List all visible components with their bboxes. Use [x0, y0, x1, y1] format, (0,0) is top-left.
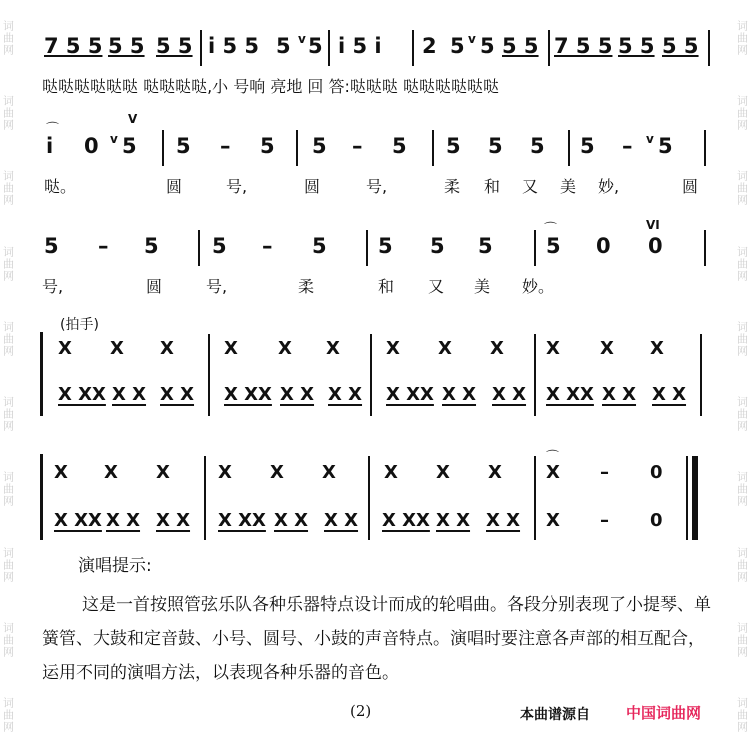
note: – [622, 134, 633, 158]
score-line-3 [40, 230, 712, 266]
beat-group: X XX [58, 384, 106, 405]
tips-text: 这是一首按照管弦乐队各种乐器特点设计而成的轮唱曲。各段分别表现了小提琴、单簧管、大鼓和定音鼓、小号、圆号、小鼓的声音特点。演唱时要注意各声部的相互配合，运用不同的演唱方法，以表现各种乐器的音色。 [42, 595, 711, 683]
barline [432, 130, 434, 166]
note: 0 [84, 134, 99, 158]
beat-x: X [490, 338, 504, 359]
lyric-text: 柔 [298, 277, 315, 296]
barline [208, 334, 210, 416]
tips-title: 演唱提示: [78, 556, 152, 576]
beat-x: X [322, 462, 336, 483]
beat-group: X X [602, 384, 637, 405]
beat-group: X XX [546, 384, 594, 405]
breath-mark: v [298, 32, 306, 46]
beat-group: X X [160, 384, 195, 405]
watermark-text: 词曲网 [1, 320, 15, 357]
beat-x: X [600, 338, 614, 359]
barline [368, 456, 370, 540]
rest-dash: – [600, 510, 609, 531]
beat-group: X XX [218, 510, 266, 531]
beat-group: X X [486, 510, 521, 531]
lyrics-line-3 [42, 274, 710, 298]
beat-group: X X [436, 510, 471, 531]
note: 0 [648, 234, 663, 258]
clap-label: (拍手) [60, 317, 99, 333]
watermark-text: 词曲网 [735, 320, 749, 357]
lyric-text: 和 [484, 177, 501, 196]
beat-group: X XX [386, 384, 434, 405]
rhythm-row-upper [44, 458, 704, 488]
note-group: 7 5 5 [554, 34, 613, 58]
beat-x: X [270, 462, 284, 483]
beat-x: X [218, 462, 232, 483]
watermark-text: 词曲网 [735, 471, 749, 508]
lyric-text: 哒哒哒哒哒哒 哒哒哒哒,小 号响 亮地 回 答:哒哒哒 哒哒哒哒哒哒 [42, 77, 499, 96]
note: 5 [44, 234, 59, 258]
beat-group: X X [112, 384, 147, 405]
rhythm-row-upper [44, 334, 704, 364]
beat-group: X X [324, 510, 359, 531]
note-group: 5 5 [108, 34, 145, 58]
note: 5 [212, 234, 227, 258]
note-group: i 5 i [338, 34, 382, 58]
watermark-text: 词曲网 [735, 622, 749, 659]
note: 5 [378, 234, 393, 258]
note-group: 5 5 [502, 34, 539, 58]
note-group: 7 5 5 [44, 34, 103, 58]
barline [366, 230, 368, 266]
barline [328, 30, 330, 66]
barline [412, 30, 414, 66]
note: – [98, 234, 109, 258]
breath-mark: v [468, 32, 476, 46]
beat-x: X [278, 338, 292, 359]
beat-x: X [386, 338, 400, 359]
beat-group: X X [280, 384, 315, 405]
beat-x: X [436, 462, 450, 483]
fermata-mark: ⌒ [546, 450, 560, 465]
breath-mark: v [110, 132, 118, 146]
beat-x: X [160, 338, 174, 359]
watermark-text: 词曲网 [1, 245, 15, 282]
lyric-text: 号, [206, 277, 228, 296]
note-group: 5 5 [662, 34, 699, 58]
beat-x: X [58, 338, 72, 359]
note: 5 [658, 134, 673, 158]
watermark-text: 词曲网 [1, 697, 15, 734]
watermark-text: 词曲网 [1, 471, 15, 508]
fermata-mark: ⌒ [544, 222, 558, 237]
note: 5 [312, 134, 327, 158]
watermark-text: 词曲网 [1, 170, 15, 207]
lyric-text: 妙, [598, 177, 620, 196]
watermark-text: 词曲网 [735, 170, 749, 207]
note: – [352, 134, 363, 158]
note: 5 [478, 234, 493, 258]
barline [534, 456, 536, 540]
note: – [220, 134, 231, 158]
note: 5 [580, 134, 595, 158]
lyrics-line-2 [42, 174, 710, 198]
note: 0 [596, 234, 611, 258]
note-group: 5 5 [156, 34, 193, 58]
beat-x: X [384, 462, 398, 483]
barline [568, 130, 570, 166]
beat-x: X [326, 338, 340, 359]
lyric-text: 又 [428, 277, 445, 296]
lyric-text: 号, [226, 177, 248, 196]
barline [686, 456, 688, 540]
barline [700, 334, 702, 416]
beat-group: X XX [224, 384, 272, 405]
beat-group: X X [328, 384, 363, 405]
score-line-2 [40, 130, 712, 166]
watermark-text: 词曲网 [735, 546, 749, 583]
note: 5 [480, 34, 495, 58]
note-group: 5 5 [618, 34, 655, 58]
lyric-text: 号, [42, 277, 64, 296]
lyric-text: 圆 [146, 277, 163, 296]
barline [708, 30, 710, 66]
rest-zero: 0 [650, 510, 663, 531]
beat-group: X X [274, 510, 309, 531]
lyric-text: 又 [522, 177, 539, 196]
note: 2 [422, 34, 437, 58]
breath-mark: v [646, 132, 654, 146]
rhythm-row-lower [44, 506, 704, 536]
beat-group: X XX [54, 510, 102, 531]
beat-x: X [54, 462, 68, 483]
rhythm-row-lower [44, 380, 704, 410]
watermark-text: 词曲网 [735, 19, 749, 56]
barline [204, 456, 206, 540]
beat-x: X [110, 338, 124, 359]
score-line-1 [40, 30, 712, 66]
note: 5 [276, 34, 291, 58]
barline [534, 230, 536, 266]
beat-group: X X [156, 510, 191, 531]
beat-x: X [438, 338, 452, 359]
beat-x: X [546, 462, 560, 483]
beat-x: X [488, 462, 502, 483]
barline [704, 130, 706, 166]
watermark-text: 词曲网 [735, 697, 749, 734]
watermark-text: 词曲网 [1, 94, 15, 131]
note: 5 [122, 134, 137, 158]
note: i [46, 134, 54, 158]
barline [162, 130, 164, 166]
beat-x: X [546, 338, 560, 359]
note: 5 [488, 134, 503, 158]
beat-x: X [546, 510, 560, 531]
rhythm-system-2 [44, 458, 704, 542]
barline [200, 30, 202, 66]
source-label: 本曲谱源自 [520, 707, 590, 723]
watermark-text: 词曲网 [735, 94, 749, 131]
note: 5 [260, 134, 275, 158]
fermata-mark: ⌒ [46, 122, 60, 137]
note: 5 [546, 234, 561, 258]
page-number: (2) [350, 702, 372, 720]
barline [370, 334, 372, 416]
beat-x: X [224, 338, 238, 359]
watermark-text: 词曲网 [735, 396, 749, 433]
beat-group: X X [652, 384, 687, 405]
system-bracket [40, 454, 43, 540]
note: 5 [312, 234, 327, 258]
beat-x: X [156, 462, 170, 483]
note: 5 [176, 134, 191, 158]
watermark-text: 词曲网 [1, 622, 15, 659]
beat-x: X [104, 462, 118, 483]
watermark-text: 词曲网 [1, 396, 15, 433]
note: 5 [450, 34, 465, 58]
beat-x: X [650, 338, 664, 359]
lyric-text: 妙。 [522, 277, 555, 296]
note: 5 [308, 34, 323, 58]
watermark-text: 词曲网 [1, 19, 15, 56]
note: 5 [530, 134, 545, 158]
mark-v: V [128, 112, 138, 126]
watermark-text: 词曲网 [1, 546, 15, 583]
lyric-text: 美 [474, 277, 491, 296]
lyric-text: 柔 [444, 177, 461, 196]
system-bracket [40, 332, 43, 416]
barline [704, 230, 706, 266]
note: 5 [430, 234, 445, 258]
barline [198, 230, 200, 266]
note: 5 [446, 134, 461, 158]
rhythm-system-1 [44, 334, 704, 418]
lyric-text: 圆 [166, 177, 183, 196]
beat-group: X X [106, 510, 141, 531]
mark-vi: VI [646, 218, 660, 232]
lyrics-line-1 [42, 74, 710, 98]
watermark-right [734, 0, 750, 753]
final-barline [692, 456, 698, 540]
barline [548, 30, 550, 66]
lyric-text: 号, [366, 177, 388, 196]
lyric-text: 圆 [682, 177, 699, 196]
lyric-text: 圆 [304, 177, 321, 196]
watermark-text: 词曲网 [735, 245, 749, 282]
beat-group: X X [442, 384, 477, 405]
beat-group: X XX [382, 510, 430, 531]
note: 5 [392, 134, 407, 158]
brand-link[interactable]: 中国词曲网 [626, 704, 702, 722]
lyric-text: 美 [560, 177, 577, 196]
barline [296, 130, 298, 166]
rest-zero: 0 [650, 462, 663, 483]
note: 5 [144, 234, 159, 258]
note: – [262, 234, 273, 258]
note-group: i 5 5 [208, 34, 260, 58]
beat-group: X X [492, 384, 527, 405]
rest-dash: – [600, 462, 609, 483]
barline [534, 334, 536, 416]
lyric-text: 哒。 [44, 177, 77, 196]
lyric-text: 和 [378, 277, 395, 296]
watermark-left [0, 0, 16, 753]
